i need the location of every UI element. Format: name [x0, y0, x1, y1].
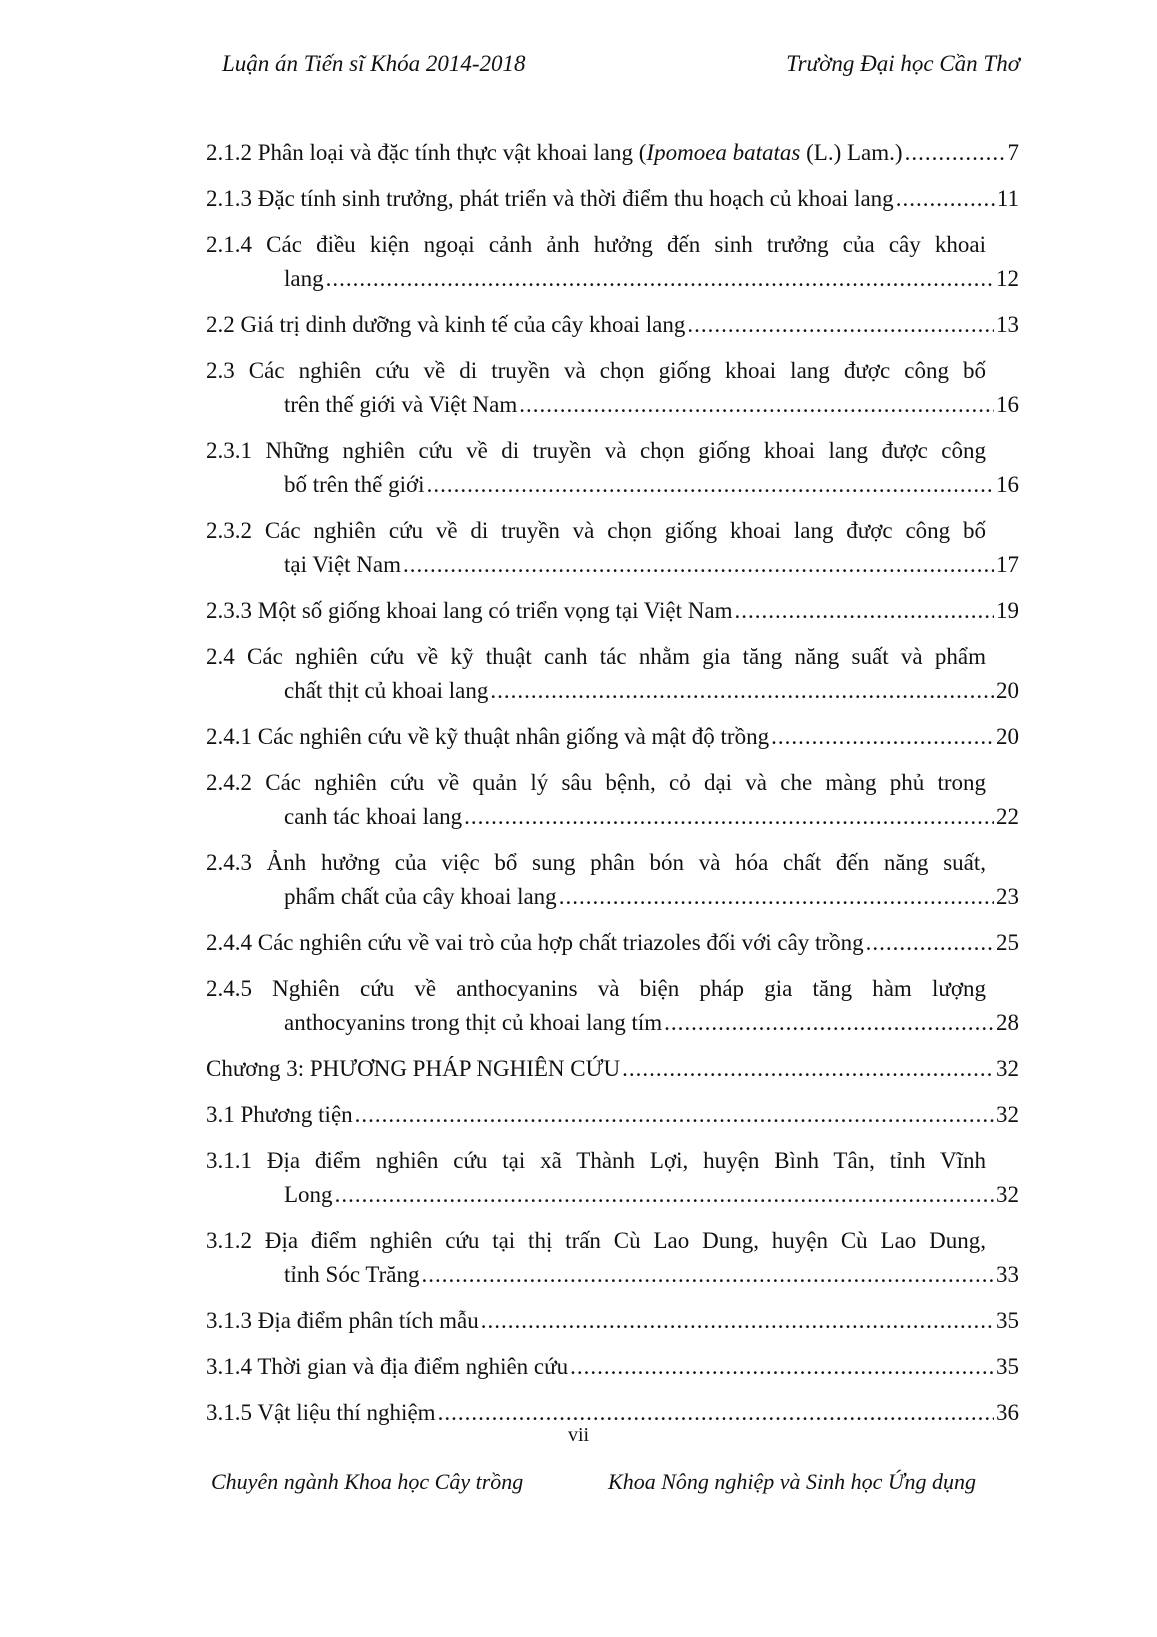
toc-entry-page: 33	[996, 1262, 1019, 1287]
toc-entry[interactable]	[206, 1144, 1019, 1212]
toc-entry-title: 2.4.4 Các nghiên cứu về vai trò của hợp chất triazoles đối với cây trồng	[206, 930, 864, 955]
toc-entry-title: 2.3.3 Một số giống khoai lang có triển vọng tại Việt Nam	[206, 598, 733, 623]
toc-entry-title: 3.1.3 Địa điểm phân tích mẫu	[206, 1308, 479, 1333]
toc-entry-title: 2.3 Các nghiên cứu về di truyền và chọn giống khoai lang được công bố	[206, 358, 986, 383]
toc-entry[interactable]	[206, 594, 1019, 628]
toc-entry-page: 35	[996, 1354, 1019, 1379]
toc-entry-title: 2.1.3 Đặc tính sinh trưởng, phát triển và thời điểm thu hoạch củ khoai lang	[206, 186, 894, 211]
toc-entry[interactable]	[206, 1224, 1019, 1292]
toc-leader-dots	[464, 800, 994, 834]
toc-entry-title-cont: anthocyanins trong thịt củ khoai lang tím	[284, 1010, 663, 1035]
toc-leader-dots	[519, 388, 994, 422]
toc-entry-title: 3.1.4 Thời gian và địa điểm nghiên cứu	[206, 1354, 569, 1379]
toc-entry-page: 16	[996, 472, 1019, 497]
toc-entry-title: 3.1.1 Địa điểm nghiên cứu tại xã Thành Lợi, huyện Bình Tân, tỉnh Vĩnh	[206, 1148, 986, 1173]
toc-entry-page: 17	[996, 552, 1019, 577]
toc-leader-dots	[559, 880, 994, 914]
toc-entry[interactable]	[206, 926, 1019, 960]
toc-entry-title: 2.4.5 Nghiên cứu về anthocyanins và biện pháp gia tăng hàm lượng	[206, 976, 986, 1001]
toc-entry[interactable]	[206, 972, 1019, 1040]
toc-entry-title-cont: canh tác khoai lang	[284, 804, 463, 829]
toc-leader-dots	[905, 136, 1006, 170]
toc-leader-dots	[664, 1006, 994, 1040]
toc-entry-title: 2.1.4 Các điều kiện ngoại cảnh ảnh hưởng đến sinh trưởng của cây khoai	[206, 232, 986, 257]
table-of-contents	[206, 136, 1019, 1442]
toc-entry-title-cont: phẩm chất của cây khoai lang	[284, 884, 557, 909]
toc-entry-page: 11	[996, 186, 1019, 211]
page-number: vii	[567, 1424, 590, 1446]
toc-entry[interactable]	[206, 640, 1019, 708]
toc-entry-title: 3.1.5 Vật liệu thí nghiệm	[206, 1400, 436, 1425]
toc-entry-title-cont: tại Việt Nam	[284, 552, 401, 577]
toc-leader-dots	[355, 1098, 994, 1132]
toc-entry[interactable]	[206, 766, 1019, 834]
toc-entry-title-cont: tỉnh Sóc Trăng	[284, 1262, 420, 1287]
toc-entry-title: 2.1.2 Phân loại và đặc tính thực vật khoai lang (Ipomoea batatas (L.) Lam.)	[206, 140, 903, 165]
footer-major: Chuyên ngành Khoa học Cây trồng	[211, 1469, 524, 1494]
toc-entry[interactable]	[206, 182, 1019, 216]
toc-leader-dots	[481, 1304, 994, 1338]
toc-leader-dots	[866, 926, 994, 960]
toc-entry[interactable]	[206, 354, 1019, 422]
toc-entry-page: 16	[996, 392, 1019, 417]
toc-entry-page: 32	[996, 1102, 1019, 1127]
page-header	[222, 51, 1020, 81]
toc-entry[interactable]	[206, 1098, 1019, 1132]
toc-entry-page: 28	[996, 1010, 1019, 1035]
toc-entry[interactable]	[206, 720, 1019, 754]
toc-entry[interactable]	[206, 514, 1019, 582]
toc-entry-page: 35	[996, 1308, 1019, 1333]
toc-entry-page: 20	[996, 724, 1019, 749]
species-name: Ipomoea batatas	[646, 140, 801, 165]
toc-entry-page: 25	[996, 930, 1019, 955]
toc-entry-page: 32	[996, 1056, 1019, 1081]
toc-entry[interactable]	[206, 136, 1019, 170]
toc-leader-dots	[490, 674, 994, 708]
toc-entry[interactable]	[206, 1304, 1019, 1338]
toc-entry-page: 36	[996, 1400, 1019, 1425]
toc-leader-dots	[771, 720, 994, 754]
toc-leader-dots	[403, 548, 994, 582]
toc-entry[interactable]	[206, 308, 1019, 342]
toc-leader-dots	[734, 594, 994, 628]
footer-faculty: Khoa Nông nghiệp và Sinh học Ứng dụng	[608, 1469, 976, 1494]
toc-entry-title-cont: lang	[284, 266, 324, 291]
toc-entry[interactable]	[206, 228, 1019, 296]
toc-entry-title: Chương 3: PHƯƠNG PHÁP NGHIÊN CỨU	[206, 1056, 621, 1081]
toc-entry-title-cont: Long	[284, 1182, 333, 1207]
toc-entry-title-cont: chất thịt củ khoai lang	[284, 678, 489, 703]
toc-entry-page: 7	[1007, 140, 1019, 165]
toc-leader-dots	[687, 308, 994, 342]
toc-leader-dots	[335, 1178, 994, 1212]
toc-entry-title: 2.2 Giá trị dinh dưỡng và kinh tế của cây khoai lang	[206, 312, 686, 337]
toc-entry-title: 2.4.3 Ảnh hưởng của việc bổ sung phân bón và hóa chất đến năng suất,	[206, 850, 986, 875]
toc-entry-title: 2.4.1 Các nghiên cứu về kỹ thuật nhân giống và mật độ trồng	[206, 724, 770, 749]
toc-entry[interactable]	[206, 1350, 1019, 1384]
header-thesis-title: Luận án Tiến sĩ Khóa 2014-2018	[222, 51, 526, 76]
toc-leader-dots	[326, 262, 994, 296]
header-university: Trường Đại học Cần Thơ	[786, 51, 1020, 76]
toc-entry-title-cont: bố trên thế giới	[284, 472, 425, 497]
toc-entry[interactable]	[206, 846, 1019, 914]
toc-leader-dots	[570, 1350, 994, 1384]
toc-entry[interactable]	[206, 434, 1019, 502]
toc-leader-dots	[427, 468, 994, 502]
toc-entry-page: 19	[996, 598, 1019, 623]
toc-leader-dots	[896, 182, 995, 216]
toc-entry-page: 13	[996, 312, 1019, 337]
toc-entry-page: 22	[996, 804, 1019, 829]
toc-entry-title: 3.1 Phương tiện	[206, 1102, 353, 1127]
toc-entry-title: 2.3.1 Những nghiên cứu về di truyền và chọn giống khoai lang được công	[206, 438, 986, 463]
toc-entry-title-cont: trên thế giới và Việt Nam	[284, 392, 518, 417]
toc-entry-title: 3.1.2 Địa điểm nghiên cứu tại thị trấn Cù Lao Dung, huyện Cù Lao Dung,	[206, 1228, 986, 1253]
toc-leader-dots	[622, 1052, 994, 1086]
page-footer	[211, 1469, 976, 1499]
toc-entry-title: 2.4.2 Các nghiên cứu về quản lý sâu bệnh, cỏ dại và che màng phủ trong	[206, 770, 986, 795]
toc-entry-page: 20	[996, 678, 1019, 703]
toc-entry-page: 32	[996, 1182, 1019, 1207]
toc-entry-title: 2.3.2 Các nghiên cứu về di truyền và chọn giống khoai lang được công bố	[206, 518, 986, 543]
toc-entry-page: 23	[996, 884, 1019, 909]
toc-entry-page: 12	[996, 266, 1019, 291]
toc-leader-dots	[421, 1258, 994, 1292]
toc-entry-title: 2.4 Các nghiên cứu về kỹ thuật canh tác nhằm gia tăng năng suất và phẩm	[206, 644, 986, 669]
toc-entry[interactable]	[206, 1052, 1019, 1086]
